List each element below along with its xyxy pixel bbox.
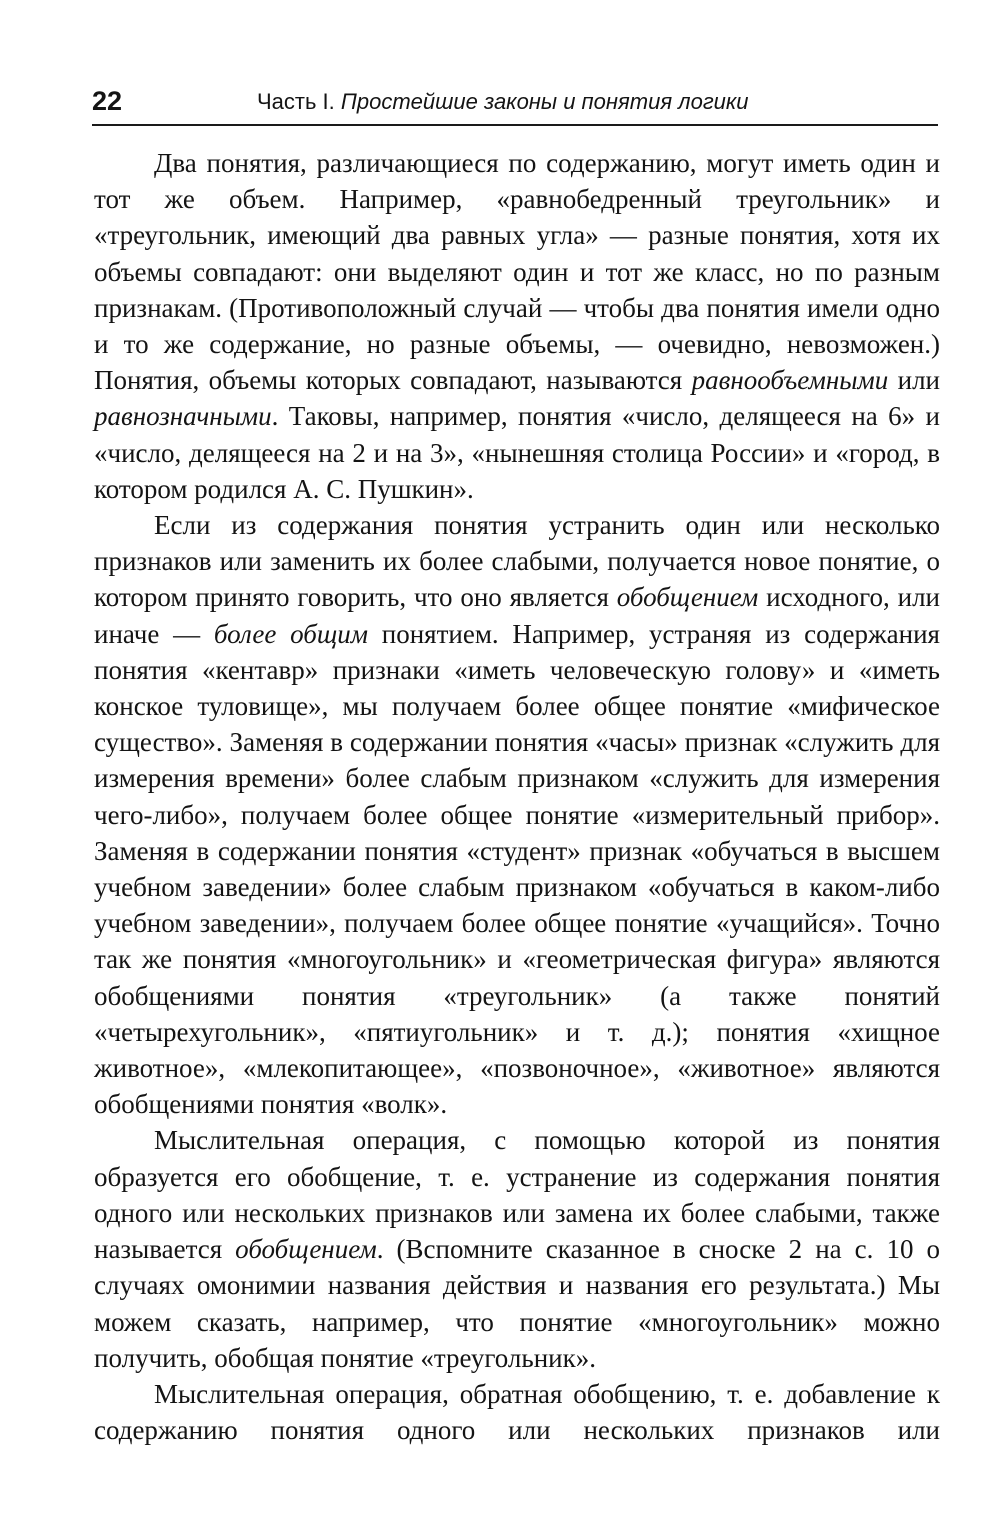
text-segment: Мыслительная операция, с помощью которой из понятия образуется его обобщение, т. е. устранение из содержания понятия одного или нескольких признаков или замена их более слабыми, также называется bbox=[94, 1125, 940, 1265]
italic-term: обобщением bbox=[235, 1234, 377, 1265]
text-segment: Мыслительная операция, обратная обобщению, т. е. добавление к содержанию понятия одного или нескольких признаков или bbox=[94, 1378, 940, 1446]
header-part-label: Часть I. bbox=[257, 89, 335, 114]
header-title bbox=[257, 88, 749, 116]
text-segment: . (Вспомните сказанное в сноске 2 на с. 10 о случаях омонимии названия действия и названия его результата.) Мы можем сказать, например, что понятие «многоугольник» можно получить, обобщая понятие «треугольник». bbox=[94, 1234, 940, 1373]
text-segment: . Таковы, например, понятия «число, делящееся на 6» и «число, делящееся на 2 и на 3», «нынешняя столица России» и «город, в котором родился А. С. Пушкин». bbox=[94, 401, 940, 504]
italic-term: более общим bbox=[213, 618, 368, 649]
paragraph-2 bbox=[94, 507, 940, 1122]
text-segment: Если из содержания понятия устранить один или несколько признаков или заменить их более слабыми, получается новое понятие, о котором принято говорить, что оно является bbox=[94, 510, 940, 613]
header-part-title: Простейшие законы и понятия логики bbox=[340, 89, 749, 114]
italic-term: обобщением bbox=[616, 582, 759, 613]
paragraph-1 bbox=[94, 145, 940, 507]
body-text bbox=[94, 145, 940, 1448]
text-segment: или bbox=[888, 365, 940, 396]
text-segment: Два понятия, различающиеся по содержанию, могут иметь один и тот же объем. Например, «равнобедренный треугольник» и «треугольник, имеющий два равных угла» — разные понятия, хотя их объемы совпадают: они выделяют один и тот же класс, но по разным признакам. (Противоположный случай — чтобы два понятия имели одно и то же содержание, но разные объемы, — очевидно, невозможен.) Понятия, объемы которых совпадают, называются bbox=[94, 148, 940, 396]
paragraph-4 bbox=[94, 1376, 940, 1448]
text-segment: понятием. Например, устраняя из содержания понятия «кентавр» признаки «иметь человеческую голову» и «иметь конское туловище», мы получаем более общее понятие «мифическое существо». Заменяя в содержании понятия «часы» признак «служить для измерения времени» более слабым признаком «служить для измерения чего-либо», получаем более общее понятие «измерительный прибор». Заменяя в содержании понятия «студент» признак «обучаться в высшем учебном заведении» более слабым признаком «обучаться в каком-либо учебном заведении», получаем более общее понятие «учащийся». Точно так же понятия «многоугольник» и «геометрическая фигура» являются обобщениями понятия «треугольник» (а также понятий «четырехугольник», «пятиугольник» и т. д.); понятия «хищное животное», «млекопитающее», «позвоночное», «животное» являются обобщениями понятия «волк». bbox=[94, 618, 940, 1120]
italic-term: равнообъемными bbox=[691, 365, 889, 396]
page-number: 22 bbox=[92, 86, 123, 116]
running-header bbox=[92, 84, 938, 126]
italic-term: равнозначными bbox=[94, 401, 272, 432]
paragraph-3 bbox=[94, 1122, 940, 1375]
text-segment: исходного, или иначе — bbox=[94, 582, 940, 649]
